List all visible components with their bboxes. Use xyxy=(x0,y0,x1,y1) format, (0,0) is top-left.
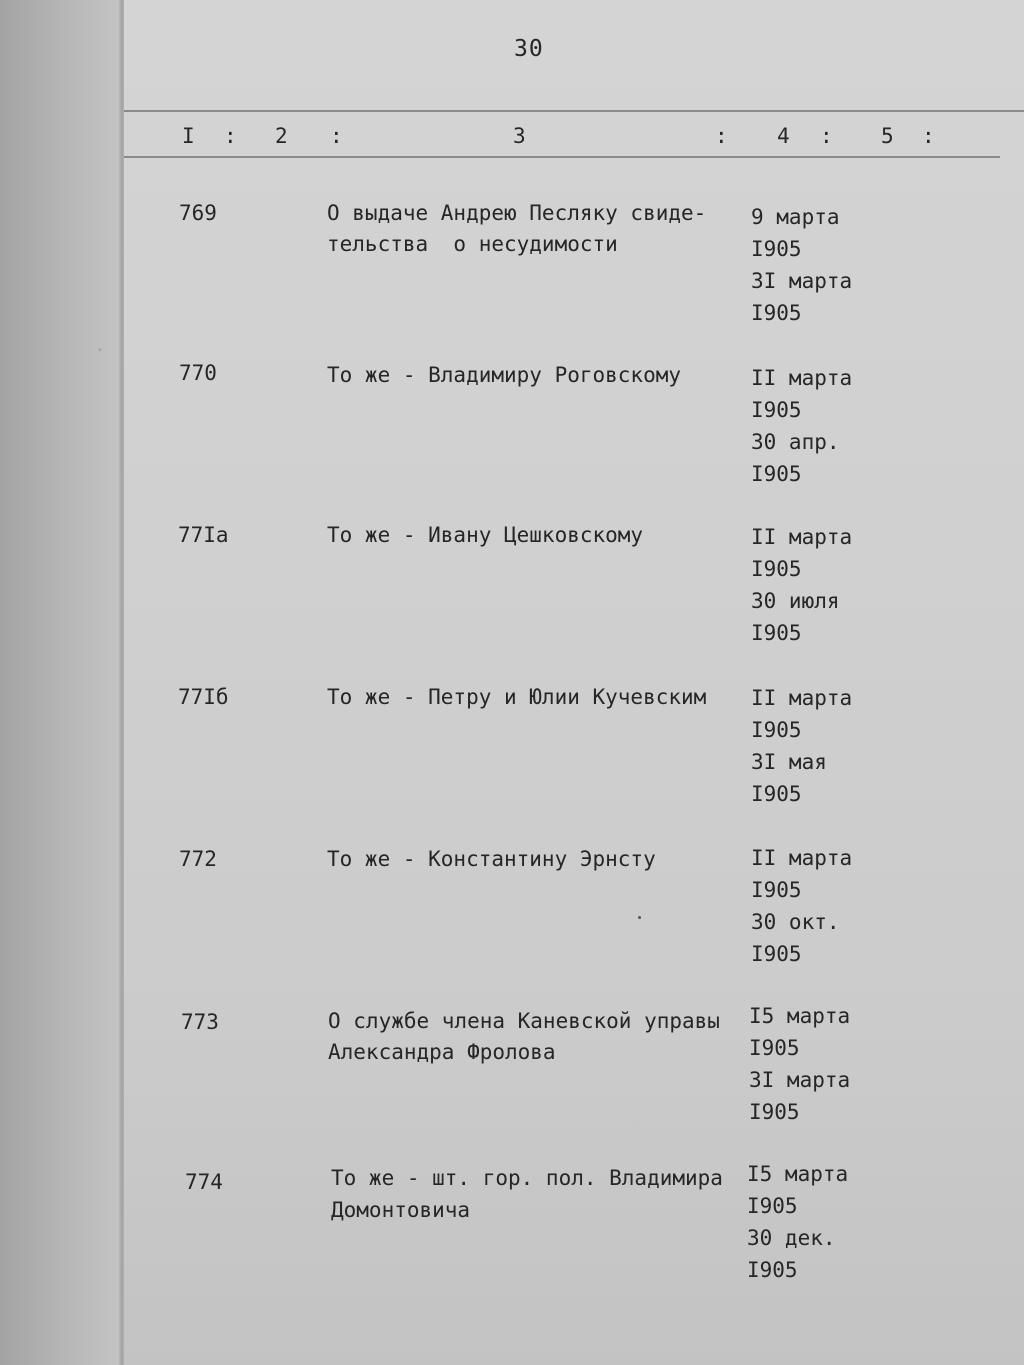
file-title-line: О службе члена Каневской управы xyxy=(328,1009,720,1033)
column-separator: : xyxy=(224,124,237,148)
file-title-line: То же - Владимиру Роговскому xyxy=(327,363,682,387)
column-separator: : xyxy=(820,124,833,148)
file-number: 773 xyxy=(181,1010,219,1034)
date-end: 30 дек. xyxy=(747,1226,836,1250)
header-bottom-rule xyxy=(124,156,1000,158)
file-number: 774 xyxy=(185,1170,223,1194)
column-separator: : xyxy=(922,124,935,148)
file-title-line: То же - Ивану Цешковскому xyxy=(327,523,644,547)
date-start: I5 марта xyxy=(749,1004,851,1028)
year-start: I905 xyxy=(751,878,802,902)
year-start: I905 xyxy=(751,398,802,422)
year-end: I905 xyxy=(751,942,802,966)
date-end: 30 окт. xyxy=(751,910,840,934)
date-end: 3I марта xyxy=(751,269,853,293)
file-title-line: О выдаче Андрею Песляку свиде- xyxy=(327,201,707,225)
file-number: 772 xyxy=(179,847,217,871)
year-start: I905 xyxy=(751,718,802,742)
column-header-4: 4 xyxy=(777,124,790,148)
bleed-through-mark: · xyxy=(89,343,111,356)
date-start: 9 марта xyxy=(751,205,840,229)
file-number: 77Iа xyxy=(178,523,229,547)
date-start: I5 марта xyxy=(747,1162,849,1186)
column-separator: : xyxy=(715,124,728,148)
file-number: 770 xyxy=(179,361,217,385)
year-end: I905 xyxy=(751,621,802,645)
column-header-2: 2 xyxy=(275,124,288,148)
previous-page-edge xyxy=(0,0,135,1365)
column-header-1: I xyxy=(182,124,195,148)
file-number: 77Iб xyxy=(178,685,229,709)
date-end: 3I мая xyxy=(751,750,827,774)
header-top-rule xyxy=(124,110,1024,112)
page-number: 30 xyxy=(514,36,544,62)
year-start: I905 xyxy=(751,557,802,581)
date-start: II марта xyxy=(751,366,853,390)
column-header-5: 5 xyxy=(881,124,894,148)
column-separator: : xyxy=(330,124,343,148)
file-title-line: тельства о несудимости xyxy=(327,232,618,256)
year-end: I905 xyxy=(751,462,802,486)
date-start: II марта xyxy=(751,525,853,549)
date-end: 30 июля xyxy=(751,589,840,613)
file-number: 769 xyxy=(179,201,217,225)
file-title-line: То же - шт. гор. пол. Владимира xyxy=(331,1166,723,1190)
file-title-line: Александра Фролова xyxy=(328,1040,556,1064)
date-end: 3I марта xyxy=(749,1068,851,1092)
file-title-line: То же - Константину Эрнсту xyxy=(327,847,656,871)
year-end: I905 xyxy=(747,1258,798,1282)
date-start: II марта xyxy=(751,686,853,710)
ink-speck xyxy=(638,916,641,919)
year-start: I905 xyxy=(751,237,802,261)
year-end: I905 xyxy=(751,301,802,325)
file-title-line: Домонтовича xyxy=(331,1198,471,1222)
date-start: II марта xyxy=(751,846,853,870)
year-start: I905 xyxy=(749,1036,800,1060)
year-end: I905 xyxy=(751,782,802,806)
year-start: I905 xyxy=(747,1194,798,1218)
year-end: I905 xyxy=(749,1100,800,1124)
date-end: 30 апр. xyxy=(751,430,840,454)
file-title-line: То же - Петру и Юлии Кучевским xyxy=(327,685,707,709)
column-header-3: 3 xyxy=(513,124,526,148)
